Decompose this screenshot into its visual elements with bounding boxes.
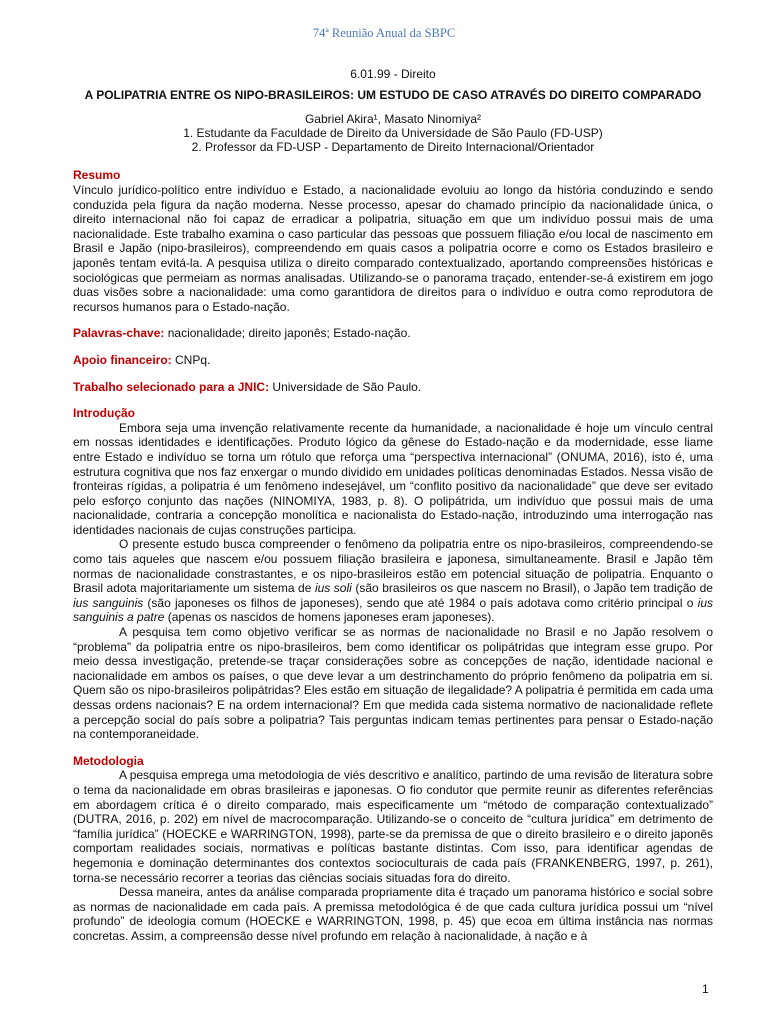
funding-label: Apoio financeiro: [73, 352, 172, 367]
affiliation-2: 2. Professor da FD-USP - Departamento de Direito Internacional/Orientador [191, 140, 595, 155]
jnic-value: Universidade de São Paulo. [269, 379, 422, 394]
methodology-paragraph-2: Dessa maneira, antes da análise comparada propriamente dita é traçado um panorama histórico e social sobre as normas de nacionalidade em cada país. A premissa metodológica é de que cada cultura jurídica possui um “nível profundo” de ideologia comum (HOECKE e WARRINGTON, 1998, p. 45) que ecoa em última instância nas normas concretas. Assim, a compreensão desse nível profundo em relação à nacionalidade, à nação e à [73, 885, 713, 943]
term-ius-sanguinis-a-patre: ius sanguinis a patre [73, 595, 713, 625]
abstract-section [73, 168, 713, 314]
abstract-heading: Resumo [73, 168, 121, 183]
authors-block [73, 112, 713, 155]
introduction-section [73, 406, 713, 742]
term-ius-sanguinis: ius sanguinis [73, 595, 144, 610]
intro-p2-part-b: (são brasileiros os que nascem no Brasil), o Japão tem tradição de [351, 581, 713, 596]
methodology-section [73, 754, 713, 944]
introduction-paragraph-3: A pesquisa tem como objetivo verificar se as normas de nacionalidade no Brasil e no Japão resolvem o “problema” da polipatria entre os nipo-brasileiros, bem como identificar os polipátridas que integram esse grupo. Por meio dessa investigação, pretende-se traçar considerações sobre as concepções de nação, identidade nacional e nacionalidade em ambos os países, o que deve levar a um destrinchamento do próprio fenômeno da polipatria em si. Quem são os nipo-brasileiros polipátridas? Eles estão em situação de ilegalidade? A polipatria é permitida em cada uma dessas ordens nacionais? E na ordem internacional? Em que medida cada sistema normativo de nacionalidade reflete a percepção social do país sobre a polipatria? Tais perguntas indicam temas pertinentes para pensar o Estado-nação na contemporaneidade. [73, 625, 713, 742]
paper-code: 6.01.99 - Direito [350, 67, 436, 81]
intro-p2-part-d: (apenas os nascidos de homens japoneses eram japoneses). [164, 610, 495, 625]
jnic-label: Trabalho selecionado para a JNIC: [73, 379, 270, 394]
author-names: Gabriel Akira¹, Masato Ninomiya² [304, 111, 482, 126]
intro-p2-part-a: O presente estudo busca compreender o fenômeno da polipatria entre os nipo-brasileiros, compreendendo-se como tais aqueles que nascem e/ou possuem filiação brasileira e japonesa, simultaneamente. Brasil e Japão têm normas de nacionalidade constrastantes, e os nipo-brasileiros estão em potencial situação de polipatria. Enquanto o Brasil adota majoritariamente um sistema de [73, 537, 713, 596]
methodology-heading: Metodologia [73, 753, 144, 768]
keywords-line [73, 326, 713, 341]
page-number: 1 [702, 982, 709, 996]
introduction-heading: Introdução [73, 406, 135, 421]
intro-p2-part-c: (são japoneses os filhos de japoneses), sendo que até 1984 o país adotava como critério principal o [143, 595, 698, 610]
conference-header: 74ª Reunião Anual da SBPC [312, 26, 456, 40]
funding-value: CNPq. [171, 352, 211, 367]
affiliation-1: 1. Estudante da Faculdade de Direito da Universidade de São Paulo (FD-USP) [183, 126, 603, 140]
introduction-paragraph-2 [73, 537, 713, 625]
paper-title: A POLIPATRIA ENTRE OS NIPO-BRASILEIROS: UM ESTUDO DE CASO ATRAVÉS DO DIREITO COMPARADO [84, 87, 702, 102]
funding-line [73, 353, 713, 368]
term-ius-soli: ius soli [314, 581, 352, 596]
methodology-paragraph-1: A pesquisa emprega uma metodologia de viés descritivo e analítico, partindo de uma revisão de literatura sobre o tema da nacionalidade em obras brasileiras e japonesas. O fio condutor que permite reunir as diferentes referências em abordagem crítica é o direito comparado, mais especificamente um “método de comparação contextualizado” (DUTRA, 2016, p. 202) em nível de macrocomparação. Utilizando-se o conceito de “cultura jurídica” em detrimento de “família jurídica” (HOECKE e WARRINGTON, 1998), parte-se da premissa de que o direito brasileiro e o direito japonês comportam realidades sociais, normativas e políticas bastante distintas. Com isso, para identificar agendas de hegemonia e dominação determinantes dos contextos socioculturais de cada país (FRANKENBERG, 1997, p. 261), torna-se necessário recorrer a teorias das ciências sociais situadas fora do direito. [73, 768, 713, 885]
jnic-line [73, 380, 713, 395]
introduction-paragraph-1: Embora seja uma invenção relativamente recente da humanidade, a nacionalidade é hoje um vínculo central em nossas identidades e identificações. Produto lógico da gênese do Estado-nação e da modernidade, esse liame entre Estado e indivíduo se torna um rótulo que reforça uma “perspectiva internacional” (ONUMA, 2016), isto é, uma estrutura cognitiva que nos faz enxergar o mundo dividido em unidades políticas denominadas Estados. Nessa visão de fronteiras rígidas, a polipatria é um fenômeno indesejável, um “conflito positivo da nacionalidade” que deve ser evitado pelo esforço conjunto das nações (NINOMIYA, 1983, p. 8). O polipátrida, um indivíduo que possui mais de uma nacionalidade, contraria a concepção monolítica e nacionalista do Estado-nação, introduzindo uma interrogação nas identidades nacionais de cujas construções participa. [73, 420, 713, 537]
keywords-value: nacionalidade; direito japonês; Estado-nação. [164, 326, 411, 341]
abstract-text: Vínculo jurídico-político entre indivíduo e Estado, a nacionalidade evoluiu ao longo da história conduzindo e sendo conduzida pela figura da nação moderna. Nesse processo, apesar do chamado princípio da nacionalidade única, o direito internacional não foi capaz de erradicar a polipatria, situação em que um indivíduo possui mais de uma nacionalidade. Este trabalho examina o caso particular das pessoas que possuem filiação e/ou local de nascimento em Brasil e Japão (nipo-brasileiros), compreendendo em quais casos a polipatria ocorre e como os Estados brasileiro e japonês tentam evitá-la. A pesquisa utiliza o direito comparado contextualizado, aportando compreensões históricas e sociológicas que permeiam as normas analisadas. Utilizando-se o panorama traçado, entender-se-á existirem em jogo duas visões sobre a nacionalidade: uma como garantidora de direitos para o indivíduo e outra como reprodutora de recursos humanos para o Estado-nação. [73, 183, 713, 314]
document-body [73, 67, 713, 944]
keywords-label: Palavras-chave: [73, 326, 165, 341]
